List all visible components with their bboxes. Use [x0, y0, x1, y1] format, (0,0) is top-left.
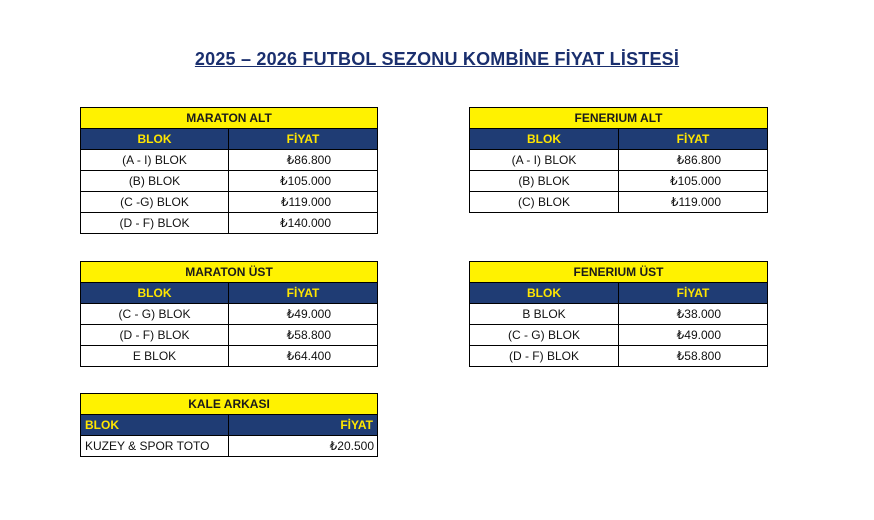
fiyat-cell: ₺105.000 [229, 171, 378, 192]
fenerium-ust-table [469, 261, 768, 367]
table-row [470, 304, 768, 325]
fiyat-cell: ₺119.000 [229, 192, 378, 213]
page-title: 2025 – 2026 FUTBOL SEZONU KOMBİNE FİYAT LİSTESİ [194, 49, 680, 69]
column-header-blok: BLOK [470, 129, 619, 150]
table-row [81, 436, 378, 457]
table-row [470, 171, 768, 192]
blok-cell: E BLOK [81, 346, 229, 367]
section-header: FENERIUM ÜST [470, 262, 768, 283]
blok-cell: (A - I) BLOK [470, 150, 619, 171]
column-header-fiyat: FİYAT [619, 129, 768, 150]
column-header-blok: BLOK [81, 129, 229, 150]
table-row [81, 171, 378, 192]
table-row [81, 304, 378, 325]
column-header-blok: BLOK [81, 415, 229, 436]
blok-cell: (A - I) BLOK [81, 150, 229, 171]
fiyat-cell: ₺105.000 [619, 171, 768, 192]
fiyat-cell: ₺86.800 [619, 150, 768, 171]
section-header: MARATON ALT [81, 108, 378, 129]
column-header-fiyat: FİYAT [229, 283, 378, 304]
column-header-blok: BLOK [470, 283, 619, 304]
blok-cell: (B) BLOK [81, 171, 229, 192]
blok-cell: (B) BLOK [470, 171, 619, 192]
table-row [81, 213, 378, 234]
fiyat-cell: ₺86.800 [229, 150, 378, 171]
fiyat-cell: ₺58.800 [229, 325, 378, 346]
blok-cell: (D - F) BLOK [81, 213, 229, 234]
table-row [81, 192, 378, 213]
table-row [81, 346, 378, 367]
blok-cell: (D - F) BLOK [470, 346, 619, 367]
section-header: KALE ARKASI [81, 394, 378, 415]
fiyat-cell: ₺38.000 [619, 304, 768, 325]
fiyat-cell: ₺58.800 [619, 346, 768, 367]
column-header-blok: BLOK [81, 283, 229, 304]
table-row [81, 325, 378, 346]
table-row [470, 346, 768, 367]
blok-cell: (C) BLOK [470, 192, 619, 213]
column-header-fiyat: FİYAT [229, 415, 378, 436]
blok-cell: (C - G) BLOK [470, 325, 619, 346]
table-row [470, 192, 768, 213]
column-header-fiyat: FİYAT [619, 283, 768, 304]
section-header: FENERIUM ALT [470, 108, 768, 129]
fiyat-cell: ₺49.000 [619, 325, 768, 346]
blok-cell: (D - F) BLOK [81, 325, 229, 346]
fiyat-cell: ₺64.400 [229, 346, 378, 367]
fiyat-cell: ₺140.000 [229, 213, 378, 234]
table-row [81, 150, 378, 171]
section-header: MARATON ÜST [81, 262, 378, 283]
fiyat-cell: ₺119.000 [619, 192, 768, 213]
blok-cell: (C - G) BLOK [81, 304, 229, 325]
fiyat-cell: ₺20.500 [229, 436, 378, 457]
kale-arkasi-table [80, 393, 378, 457]
maraton-alt-table [80, 107, 378, 234]
table-row [470, 150, 768, 171]
fiyat-cell: ₺49.000 [229, 304, 378, 325]
blok-cell: (C -G) BLOK [81, 192, 229, 213]
table-row [470, 325, 768, 346]
blok-cell: B BLOK [470, 304, 619, 325]
fenerium-alt-table [469, 107, 768, 213]
maraton-ust-table [80, 261, 378, 367]
column-header-fiyat: FİYAT [229, 129, 378, 150]
blok-cell: KUZEY & SPOR TOTO [81, 436, 229, 457]
